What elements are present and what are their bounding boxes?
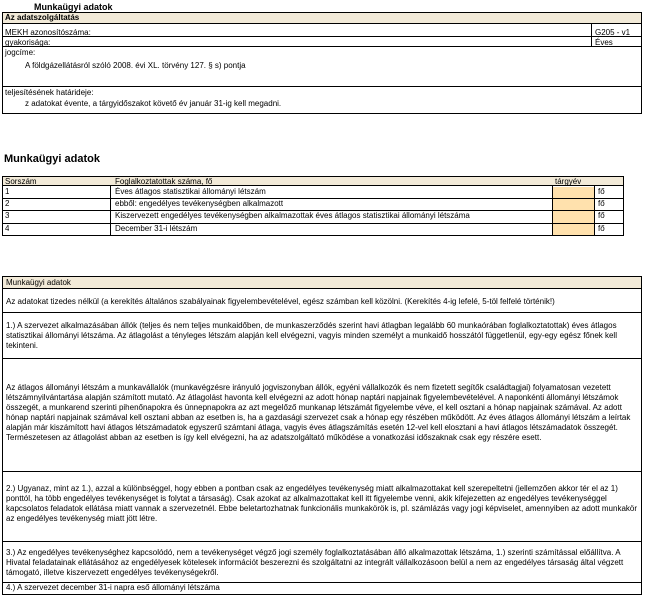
col-header-foglalk: Foglalkoztatottak száma, fő <box>115 177 213 186</box>
input-cell[interactable] <box>553 211 594 223</box>
deadline-text: z adatokat évente, a tárgyidőszakot követő év január 31-ig kell megadni. <box>25 99 282 108</box>
divider <box>3 86 641 87</box>
row-num: 3 <box>5 211 10 220</box>
notes-paragraph-4: 3.) Az engedélyes tevékenységhez kapcsolódó, nem a tevékenységet végző jogi személy foglalkoztatásában álló alkalmazottak létszáma, 1.) szerinti számítással előállítva. A Hivatal feladatainak ellátásához az engedélyesek kötelesek információt beszerezni és szolgáltatni az integrált vállalkozásoon belül a nem az engedélyes társaság által végzett támogató, illetve kiszervezett engedélyes tevékenységekről. <box>2 542 642 583</box>
col-header-targyev: tárgyév <box>555 177 582 186</box>
input-cell[interactable] <box>553 187 594 198</box>
row-num: 4 <box>5 224 10 233</box>
notes-header: Munkaügyi adatok <box>2 276 642 289</box>
legal-basis-text: A földgázellátásról szóló 2008. évi XL. törvény 127. § s) pontja <box>25 61 246 70</box>
divider <box>591 24 592 46</box>
legal-basis-label: jogcíme: <box>5 48 36 57</box>
col-header-sorszam: Sorszám <box>5 177 37 186</box>
row-unit: fő <box>598 224 605 233</box>
row-num: 2 <box>5 199 10 208</box>
input-cell[interactable] <box>553 224 594 235</box>
employee-table <box>2 176 624 236</box>
row-label: Éves átlagos statisztikai állományi létszám <box>115 187 266 196</box>
mekh-label: MEKH azonosítószáma: <box>5 28 91 37</box>
divider <box>3 46 641 47</box>
section2-title: Munkaügyi adatok <box>4 153 100 165</box>
row-label: ebből: engedélyes tevékenységben alkalmazott <box>115 199 284 208</box>
divider <box>110 186 111 236</box>
row-label: Kiszervezett engedélyes tevékenységben alkalmazottak éves átlagos statisztikai állományi létszáma <box>115 211 470 220</box>
info-block <box>2 12 642 114</box>
table-header-row <box>2 176 624 186</box>
page-title: Munkaügyi adatok <box>34 2 113 12</box>
notes-intro: Az adatokat tizedes nélkül (a kerekítés általános szabályainak figyelembevételével, egész számban kell közölni. (Kerekítés 4-ig lefelé, 5-töl felfelé történik!) <box>2 289 642 313</box>
notes-paragraph-1: 1.) A szervezet alkalmazásában állók (teljes és nem teljes munkaidőben, de munkaszerződés szerint havi átlagban legalább 60 munkaórában foglalkoztatottak) éves átlagos statisztikai állományi létszáma. Az átlagolást a tényleges létszám alapján kell elvégezni, vagyis minden személyt a munkaidő hosszától függetlenül, egy-egy egész főnek kell tekinteni. <box>2 313 642 359</box>
row-unit: fő <box>598 199 605 208</box>
divider <box>2 198 624 199</box>
mekh-value: G205 - v1 <box>595 28 631 37</box>
row-num: 1 <box>5 187 10 196</box>
row-label: December 31-i létszám <box>115 224 198 233</box>
notes-paragraph-5: 4.) A szervezet december 31-i napra eső állományi létszáma <box>2 583 642 595</box>
deadline-label: teljesítésének határideje: <box>5 88 94 97</box>
divider <box>2 223 624 224</box>
row-unit: fő <box>598 211 605 220</box>
section-header: Az adatszolgáltatás <box>3 13 641 24</box>
frequency-value: Éves <box>595 38 613 47</box>
notes-paragraph-3: 2.) Ugyanaz, mint az 1.), azzal a különbséggel, hogy ebben a pontban csak az engedélyes tevékenység miatt alkalmazottakat kell szerepeltetni (jellemzően akkor tér el az 1) ponttól, ha több engedélyes tevékenységet is folytat a társaság). Csak azokat az alkalmazottakat kell itt figyelembe venni, akik kifejezetten az engedélyes tevékenységgel kapcsolatos feladatok ellátása miatt vannak a szervezetnél. Ebbe beletartozhatnak funkcionális munkakörök is, pl. számlázás vagy jogi képviselet, amennyiben az adott munkakör az engedélyes tevékenység miatt jött létre. <box>2 472 642 542</box>
frequency-label: gyakorisága: <box>5 38 51 47</box>
row-unit: fő <box>598 187 605 196</box>
divider <box>3 36 641 37</box>
input-cell[interactable] <box>553 199 594 210</box>
notes-paragraph-2: Az átlagos állományi létszám a munkavállalók (munkavégzésre irányuló jogviszonyban állók, egyéni vállalkozók és nem fizetett segítők családtagjai) folyamatosan vezetett létszámnyilvántartása alapján számított mutató. Az átlagolást havonta kell elvégezni az adott hónap naptári napjainak figyelembevételével. A naponkénti állományi létszámok összegét, a munkarend szerinti pihenőnapokra és ünnepnapokra az azt megelőző munkanap létszámát figyelembe véve, el kell osztani a hónap napjainak számával. Az adott hónap naptári napjainak számával kell osztani abban az esetben is, ha a gazdasági szervezet csak a hónap egy részében működött. Az éves átlagos állományi létszám a leírtak alapján már kiszámított havi átlagos létszámadatok egyszerű számtani átlaga, vagyis éves átlagszámítás esetén 12-vel kell elosztani a havi átlagos létszámadatok összegét. Természetesen az átlagolást abban az esetben is így kell elvégezni, ha az adatszolgáltató működése a vonatkozási időszaknak csak egy részére esett. <box>2 359 642 472</box>
